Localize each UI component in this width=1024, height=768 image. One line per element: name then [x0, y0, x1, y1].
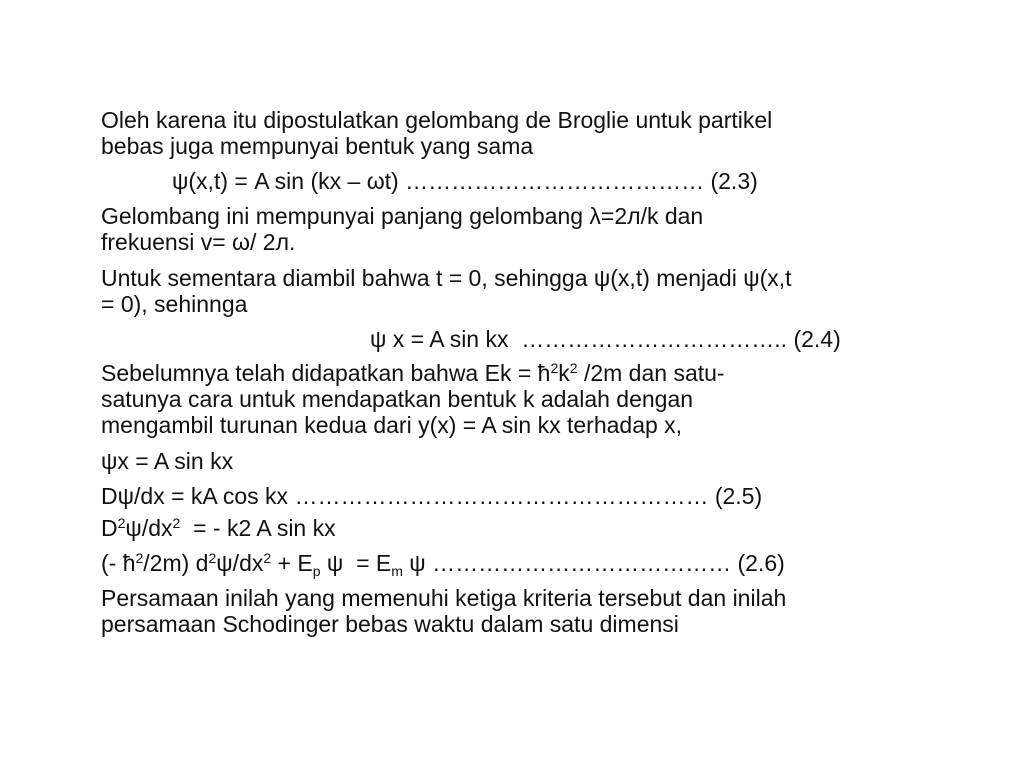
- superscript: 2: [208, 550, 217, 566]
- psi-x-line: ψx = A sin kx: [101, 448, 234, 474]
- equation-2-6: [101, 550, 785, 577]
- second-derivative-line: [101, 515, 336, 542]
- equation-2-4: [370, 326, 841, 353]
- equation-expression: ψ x = A sin kx: [370, 326, 509, 352]
- kinetic-line-2: satunya cara untuk mendapatkan bentuk k adalah dengan: [101, 386, 694, 412]
- text: Sebelumnya telah didapatkan bahwa Ek = ħ: [101, 360, 551, 386]
- subscript: p: [312, 563, 321, 579]
- equation-number: (2.3): [710, 168, 758, 194]
- intro-line-2: bebas juga mempunyai bentuk yang sama: [101, 133, 534, 159]
- equation-leader-dots: …………………………………: [432, 550, 732, 576]
- wavelength-line-2: frekuensi v= ω/ 2л.: [101, 229, 296, 255]
- intro-line-1: Oleh karena itu dipostulatkan gelombang de Broglie untuk partikel: [101, 107, 773, 133]
- equation-number: (2.6): [737, 550, 785, 576]
- equation-leader-dots: ……………………………..: [521, 326, 788, 352]
- text: ψ/dx: [216, 550, 264, 576]
- text: ψ/dx: [125, 515, 173, 541]
- superscript: 2: [550, 360, 559, 376]
- kinetic-line-3: mengambil turunan kedua dari y(x) = A sin kx terhadap x,: [101, 412, 683, 438]
- equation-number: (2.4): [793, 326, 841, 352]
- subscript: m: [391, 563, 403, 579]
- equation-expression: Dψ/dx = kA cos kx: [101, 483, 289, 509]
- kinetic-line-1: [101, 360, 725, 387]
- equation-2-5: [101, 483, 762, 510]
- equation-number: (2.5): [714, 483, 763, 509]
- text: ψ: [402, 550, 426, 576]
- equation-2-3: [172, 168, 758, 195]
- superscript: 2: [569, 360, 578, 376]
- text: = - k2 A sin kx: [180, 515, 336, 541]
- t-zero-line-2: = 0), sehinnga: [101, 291, 248, 317]
- text: + E: [271, 550, 313, 576]
- text: /2m) d: [143, 550, 209, 576]
- superscript: 2: [135, 550, 144, 566]
- wavelength-line-1: Gelombang ini mempunyai panjang gelombang λ=2л/k dan: [101, 203, 704, 229]
- conclusion-line-2: persamaan Schodinger bebas waktu dalam satu dimensi: [101, 611, 679, 637]
- equation-leader-dots: …………………………………: [405, 168, 705, 194]
- t-zero-line-1: Untuk sementara diambil bahwa t = 0, sehingga ψ(x,t) menjadi ψ(x,t: [101, 265, 792, 291]
- text: ψ = E: [320, 550, 392, 576]
- text: k: [558, 360, 570, 386]
- equation-expression: ψ(x,t) = A sin (kx – ωt): [172, 168, 399, 194]
- superscript: 2: [263, 550, 272, 566]
- superscript: 2: [117, 515, 126, 531]
- text: /2m dan satu-: [577, 360, 725, 386]
- superscript: 2: [172, 515, 181, 531]
- equation-leader-dots: ………………………………………………: [294, 483, 709, 509]
- conclusion-line-1: Persamaan inilah yang memenuhi ketiga kriteria tersebut dan inilah: [101, 585, 787, 611]
- text: (- ħ: [101, 550, 136, 576]
- text: D: [101, 515, 118, 541]
